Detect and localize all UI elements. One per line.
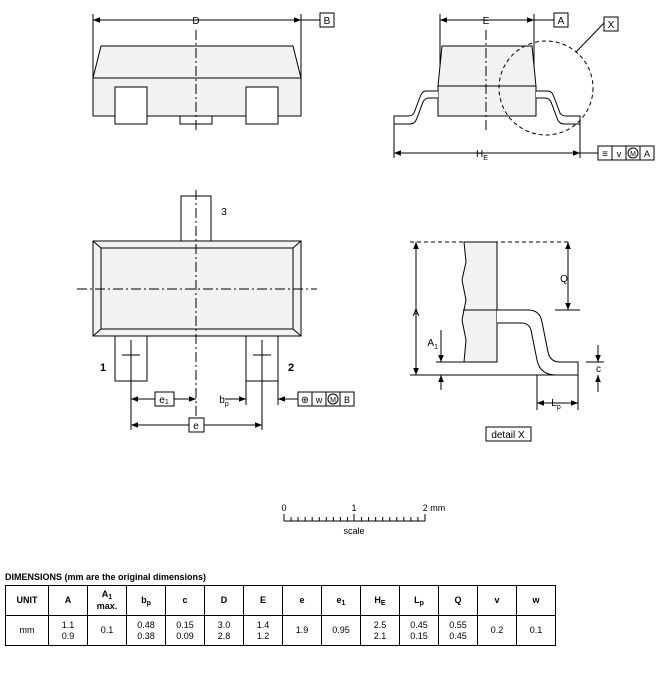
side-view xyxy=(93,14,320,130)
svg-text:M: M xyxy=(630,151,636,158)
value-cell: 0.95 xyxy=(322,616,361,646)
scale-label-0: 0 xyxy=(281,503,287,513)
value-cell: 0.1 xyxy=(88,616,127,646)
header-cell: UNIT xyxy=(6,586,49,616)
header-cell: D xyxy=(205,586,244,616)
detail-x-view xyxy=(410,242,604,410)
value-cell: 3.0 2.8 xyxy=(205,616,244,646)
header-cell: Q xyxy=(439,586,478,616)
value-cell: 0.45 0.15 xyxy=(400,616,439,646)
flatness-tolerance-frame xyxy=(598,146,654,160)
dim-Q-label: Q xyxy=(560,274,568,285)
value-cell: 2.5 2.1 xyxy=(361,616,400,646)
header-cell: E xyxy=(244,586,283,616)
pin2-label: 2 xyxy=(287,362,295,374)
dim-HE-label: $H_E$ xyxy=(476,149,488,162)
value-cell: 0.1 xyxy=(517,616,556,646)
svg-text:v: v xyxy=(616,149,622,159)
dimensions-table xyxy=(5,585,556,646)
header-cell: w xyxy=(517,586,556,616)
dimensions-value-row xyxy=(6,616,556,646)
pin3-label: 3 xyxy=(221,207,227,218)
dim-Lp-label: $L_p$ xyxy=(551,398,561,411)
dim-e-label: e xyxy=(193,421,199,432)
top-view xyxy=(77,190,317,430)
header-cell: e xyxy=(283,586,322,616)
dimensions-title: DIMENSIONS (mm are the original dimensions) xyxy=(5,572,207,582)
header-cell: v xyxy=(478,586,517,616)
scale-label-2mm: 2 mm xyxy=(422,503,446,513)
pin1-label: 1 xyxy=(99,362,107,374)
value-cell: 0.55 0.45 xyxy=(439,616,478,646)
svg-text:≡: ≡ xyxy=(602,149,608,160)
header-cell: A xyxy=(49,586,88,616)
svg-text:⊕: ⊕ xyxy=(300,395,310,406)
detail-x-caption: detail X xyxy=(491,430,525,441)
scale-label-1: 1 xyxy=(351,503,357,513)
svg-text:w: w xyxy=(315,395,323,405)
header-cell: $e_1$ xyxy=(322,586,361,616)
datum-a-label: A xyxy=(557,16,565,27)
dim-bp-label: $b_p$ xyxy=(219,395,229,408)
svg-text:A: A xyxy=(643,149,651,159)
header-cell: c xyxy=(166,586,205,616)
dim-e1-label: e1 xyxy=(159,395,169,406)
value-cell: 1.4 1.2 xyxy=(244,616,283,646)
header-cell: $A_1$ max. xyxy=(88,586,127,616)
svg-text:B: B xyxy=(343,395,351,405)
position-tolerance-frame xyxy=(298,392,354,406)
value-cell: 0.2 xyxy=(478,616,517,646)
scale-bar xyxy=(284,514,425,521)
header-cell: $L_p$ xyxy=(400,586,439,616)
header-cell: $b_p$ xyxy=(127,586,166,616)
dim-D-label: D xyxy=(192,16,200,27)
value-cell: 0.48 0.38 xyxy=(127,616,166,646)
datum-b-label: B xyxy=(323,16,331,27)
end-view xyxy=(394,14,604,158)
detail-x-ref: X xyxy=(607,20,615,31)
dim-A1-label: $A_1$ xyxy=(427,338,438,351)
value-cell: mm xyxy=(6,616,49,646)
value-cell: 0.15 0.09 xyxy=(166,616,205,646)
value-cell: 1.9 xyxy=(283,616,322,646)
svg-text:M: M xyxy=(330,397,336,404)
dim-A-label: A xyxy=(412,308,420,319)
header-cell: $H_E$ xyxy=(361,586,400,616)
dimensions-header-row xyxy=(6,586,556,616)
scale-caption: scale xyxy=(343,526,365,536)
value-cell: 1.1 0.9 xyxy=(49,616,88,646)
dim-E-label: E xyxy=(482,16,490,27)
dim-c-label: c xyxy=(596,364,601,375)
